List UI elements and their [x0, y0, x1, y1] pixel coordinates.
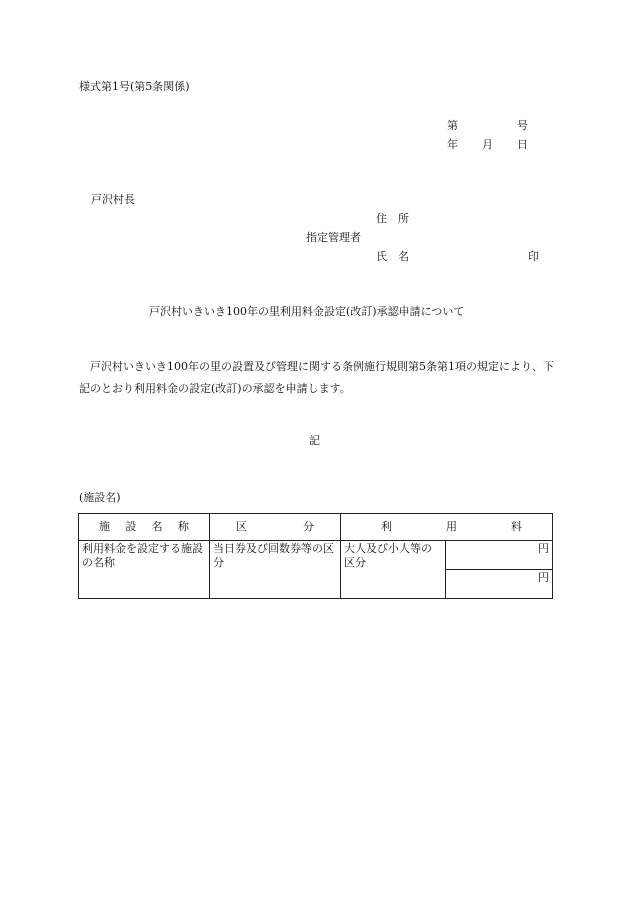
- body-paragraph: 戸沢村いきいき100年の里の設置及び管理に関する条例施行規則第5条第1項の規定により、下記のとおり利用料金の設定(改訂)の承認を申請します。: [79, 360, 554, 395]
- role-label: 指定管理者: [306, 231, 361, 244]
- header-char: 施: [99, 520, 110, 533]
- cell-fee-2: 円: [446, 570, 553, 599]
- header-char: 名: [151, 520, 163, 533]
- date-day: 日: [517, 138, 528, 151]
- addressee: 戸沢村長: [91, 193, 135, 206]
- header-category: [210, 514, 341, 541]
- doc-number-prefix: 第: [447, 119, 458, 132]
- facility-name-label: (施設名): [79, 491, 121, 504]
- table-row: [79, 541, 553, 570]
- header-facility-name: [79, 514, 210, 541]
- header-char: 区: [236, 520, 247, 533]
- cell-fee-1: 円: [446, 541, 553, 570]
- doc-number-suffix: 号: [517, 119, 528, 132]
- cell-subcategory: 大人及び小人等の区分: [341, 541, 446, 599]
- address-label: 住 所: [376, 212, 409, 225]
- table-header-row: [79, 514, 553, 541]
- header-char: 用: [446, 520, 457, 533]
- header-char: 利: [381, 520, 392, 533]
- fee-table: [78, 513, 553, 599]
- header-char: 設: [125, 520, 137, 533]
- subject-title: 戸沢村いきいき100年の里利用料金設定(改訂)承認申請について: [149, 305, 465, 318]
- header-char: 料: [511, 520, 522, 533]
- date-month: 月: [482, 138, 493, 151]
- cell-facility-name: 利用料金を設定する施設の名称: [79, 541, 210, 599]
- seal-label: 印: [528, 250, 539, 263]
- form-label: 様式第1号(第5条関係): [79, 80, 190, 93]
- header-fee: [341, 514, 553, 541]
- name-label: 氏 名: [376, 250, 409, 263]
- date-year: 年: [447, 138, 458, 151]
- header-char: 分: [303, 520, 314, 533]
- ki-heading: 記: [309, 434, 320, 447]
- header-char: 称: [177, 520, 189, 533]
- cell-category: 当日券及び回数券等の区分: [210, 541, 341, 599]
